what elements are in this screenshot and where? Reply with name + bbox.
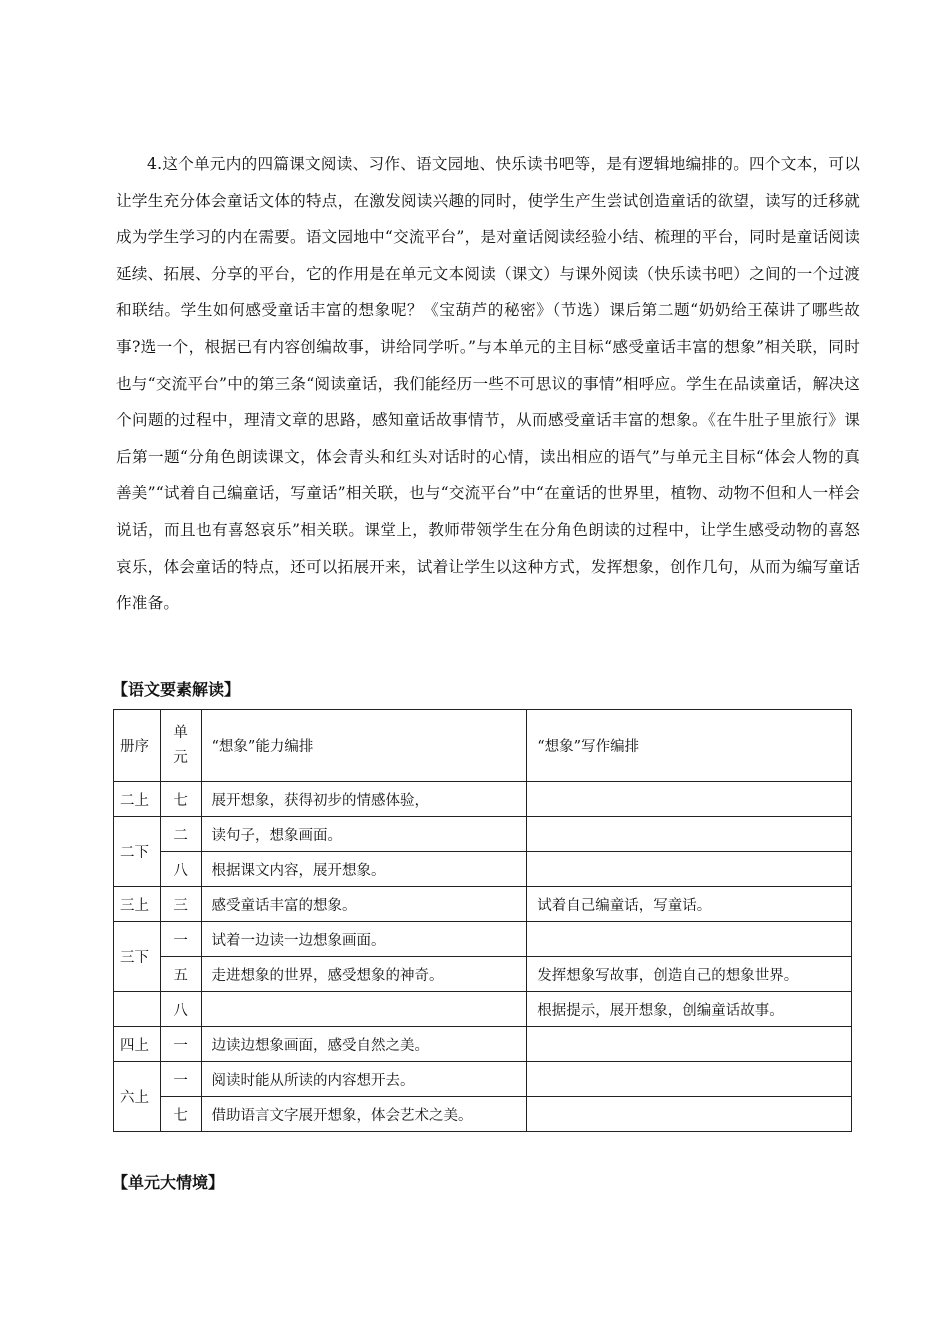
cell-ability: 感受童话丰富的想象。 xyxy=(201,887,527,922)
table-row xyxy=(114,922,852,957)
cell-grade: 四上 xyxy=(114,1027,161,1062)
cell-ability: 边读边想象画面，感受自然之美。 xyxy=(201,1027,527,1062)
cell-ability: 阅读时能从所读的内容想开去。 xyxy=(201,1062,527,1097)
table-header-row xyxy=(114,710,852,782)
cell-writing xyxy=(527,782,852,817)
table-row xyxy=(114,817,852,852)
table-row xyxy=(114,852,852,887)
table-row xyxy=(114,887,852,922)
body-paragraph: 4.这个单元内的四篇课文阅读、习作、语文园地、快乐读书吧等，是有逻辑地编排的。四个文本，可以让学生充分体会童话文体的特点，在激发阅读兴趣的同时，使学生产生尝试创造童话的欲望，读写的迁移就成为学生学习的内在需要。语文园地中“交流平台”，是对童话阅读经验小结、梳理的平台，同时是童话阅读延续、拓展、分享的平台，它的作用是在单元文本阅读（课文）与课外阅读（快乐读书吧）之间的一个过渡和联结。学生如何感受童话丰富的想象呢？《宝葫芦的秘密》（节选）课后第二题“奶奶给王葆讲了哪些故事?选一个，根据已有内容创编故事，讲给同学听。”与本单元的主目标“感受童话丰富的想象”相关联，同时也与“交流平台”中的第三条“阅读童话，我们能经历一些不可思议的事情”相呼应。学生在品读童话，解决这个问题的过程中，理清文章的思路，感知童话故事情节，从而感受童话丰富的想象。《在牛肚子里旅行》课后第一题“分角色朗读课文，体会青头和红头对话时的心情，读出相应的语气”与单元主目标“体会人物的真善美”“试着自己编童话，写童话”相关联，也与“交流平台”中“在童话的世界里，植物、动物不但和人一样会说话，而且也有喜怒哀乐”相关联。课堂上，教师带领学生在分角色朗读的过程中，让学生感受动物的喜怒哀乐，体会童话的特点，还可以拓展开来，试着让学生以这种方式，发挥想象，创作几句，从而为编写童话作准备。 xyxy=(116,155,860,613)
cell-grade: 二上 xyxy=(114,782,161,817)
table-row xyxy=(114,957,852,992)
cell-unit: 七 xyxy=(160,1097,201,1132)
cell-writing: 发挥想象写故事，创造自己的想象世界。 xyxy=(527,957,852,992)
header-ability: “想象”能力编排 xyxy=(201,710,527,782)
cell-ability: 走进想象的世界，感受想象的神奇。 xyxy=(201,957,527,992)
table-row xyxy=(114,782,852,817)
section-heading-unit-context: 【单元大情境】 xyxy=(112,1173,225,1192)
cell-unit: 五 xyxy=(160,957,201,992)
cell-ability: 展开想象，获得初步的情感体验， xyxy=(201,782,527,817)
cell-writing xyxy=(527,852,852,887)
cell-ability: 试着一边读一边想象画面。 xyxy=(201,922,527,957)
cell-grade: 六上 xyxy=(114,1062,161,1132)
cell-ability xyxy=(201,992,527,1027)
cell-writing xyxy=(527,1062,852,1097)
table-row xyxy=(114,1027,852,1062)
table-row xyxy=(114,1062,852,1097)
cell-writing xyxy=(527,922,852,957)
header-grade: 册序 xyxy=(114,710,161,782)
cell-grade: 三下 xyxy=(114,922,161,992)
cell-unit: 三 xyxy=(160,887,201,922)
header-writing: “想象”写作编排 xyxy=(527,710,852,782)
header-unit-line1: 单 xyxy=(173,724,188,741)
cell-grade: 三上 xyxy=(114,887,161,922)
cell-unit: 一 xyxy=(160,1027,201,1062)
table-row xyxy=(114,1097,852,1132)
cell-writing xyxy=(527,1027,852,1062)
table-row xyxy=(114,992,852,1027)
imagination-arrangement-table xyxy=(113,709,852,1132)
cell-unit: 八 xyxy=(160,992,201,1027)
cell-unit: 二 xyxy=(160,817,201,852)
cell-grade xyxy=(114,992,161,1027)
cell-writing: 试着自己编童话，写童话。 xyxy=(527,887,852,922)
cell-writing: 根据提示，展开想象，创编童话故事。 xyxy=(527,992,852,1027)
cell-grade: 二下 xyxy=(114,817,161,887)
cell-unit: 七 xyxy=(160,782,201,817)
cell-unit: 一 xyxy=(160,1062,201,1097)
cell-ability: 读句子，想象画面。 xyxy=(201,817,527,852)
cell-unit: 一 xyxy=(160,922,201,957)
header-unit-line2: 元 xyxy=(173,749,188,766)
cell-writing xyxy=(527,817,852,852)
cell-writing xyxy=(527,1097,852,1132)
section-heading-language-elements: 【语文要素解读】 xyxy=(112,680,241,699)
cell-ability: 根据课文内容，展开想象。 xyxy=(201,852,527,887)
header-unit xyxy=(160,710,201,782)
cell-unit: 八 xyxy=(160,852,201,887)
cell-ability: 借助语言文字展开想象，体会艺术之美。 xyxy=(201,1097,527,1132)
